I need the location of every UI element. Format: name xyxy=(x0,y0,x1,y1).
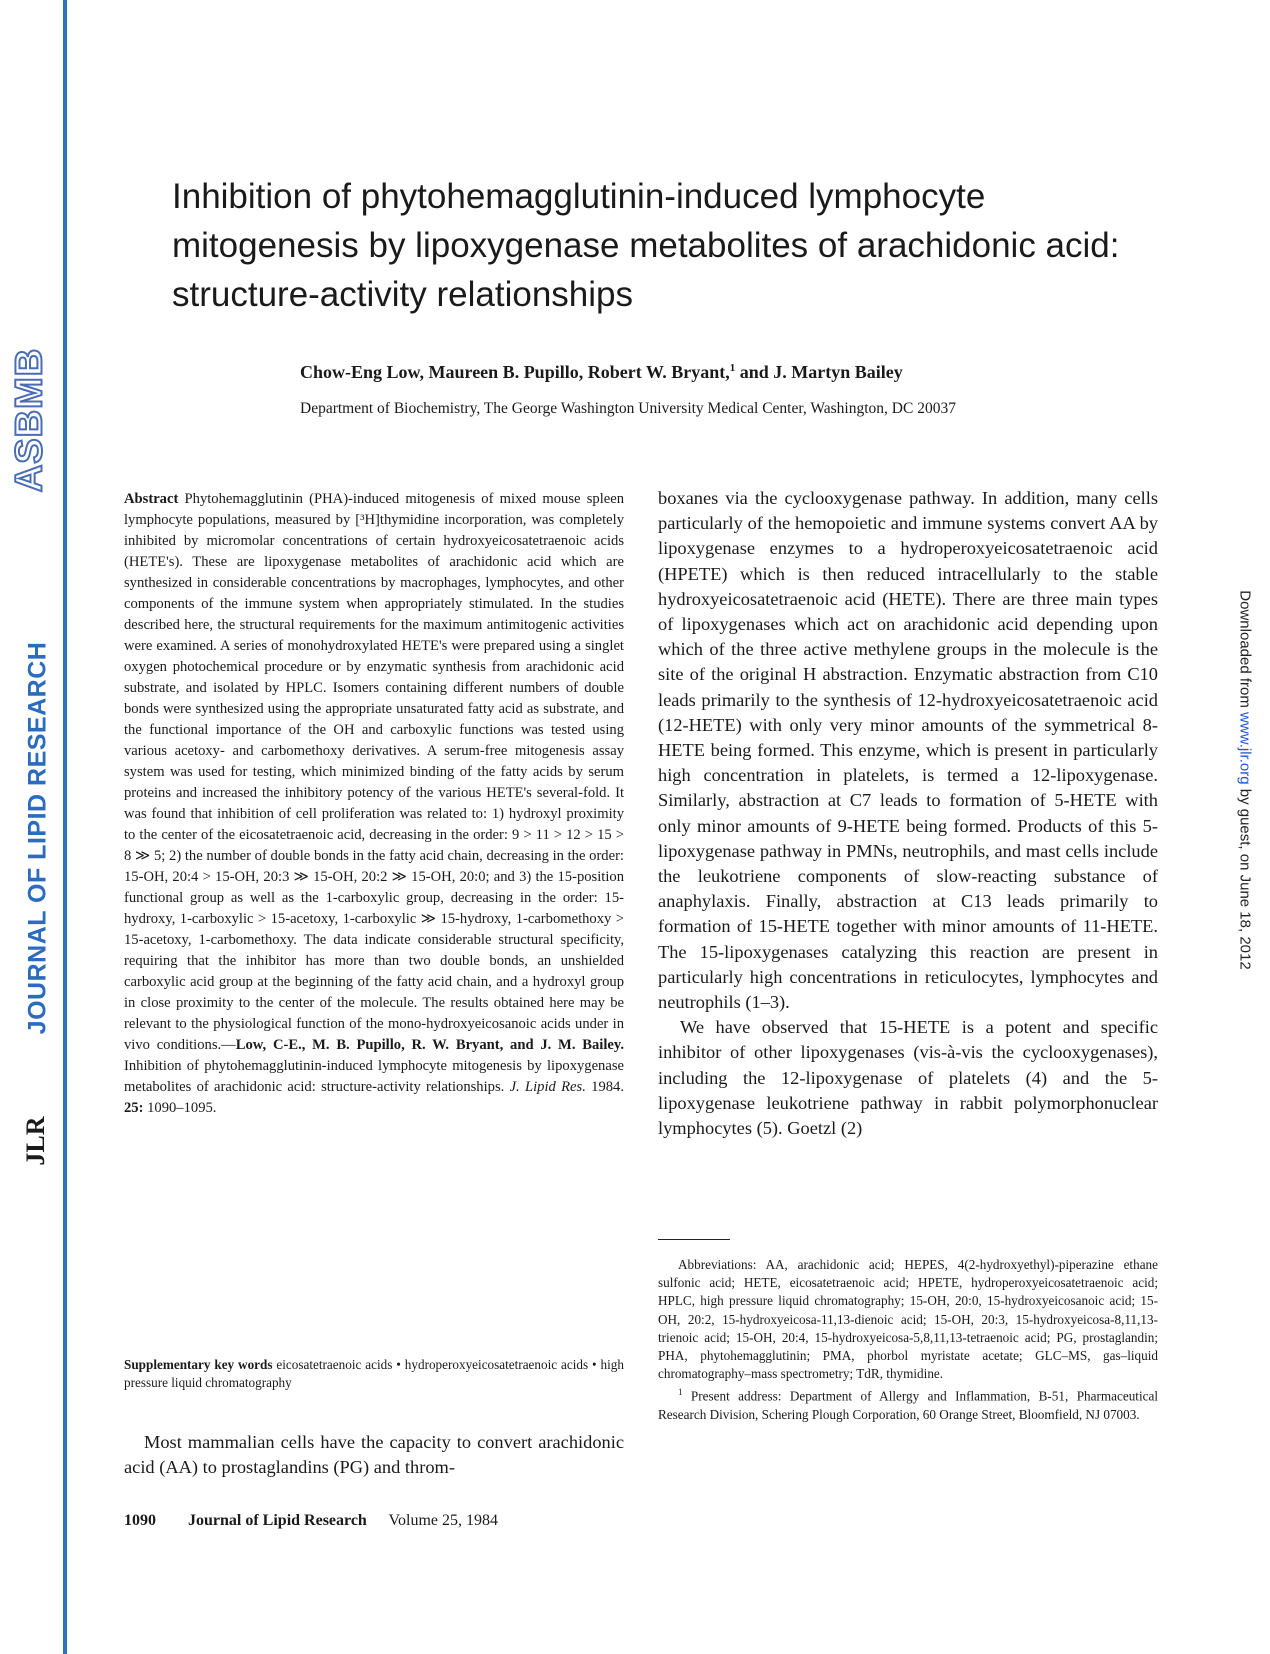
jlr-logo: JLR xyxy=(21,1116,50,1166)
body-paragraph-2: We have observed that 15-HETE is a potent and specific inhibitor of other lipoxygenases (vis-à-vis the cyclooxygenases), including the 12-lipoxygenase of platelets (4) and the 5-lipoxygenase leukotriene pathway in rabbit polymorphonuclear lymphocytes (5). Goetzl (2) xyxy=(658,1017,1158,1139)
body-paragraph-1: boxanes via the cyclooxygenase pathway. In addition, many cells particularly of the hemopoietic and immune systems convert AA by lipoxygenase enzymes to a hydroperoxyeicosatetraenoic acid (HPETE) which is then reduced intracellularly to the stable hydroxyeicosatetraenoic acid (HETE). There are three main types of lipoxygenases which act on arachidonic acid depending upon which of the three active methylene groups in the molecule is the site of the original H abstraction. Enzymatic abstraction from C10 leads primarily to the synthesis of 12-hydroxyeicosatetraenoic acid (12-HETE) with only very minor amounts of the symmetrical 8-HETE being formed. This enzyme, which is present in particularly high concentration in platelets, is termed a 12-lipoxygenase. Similarly, abstraction at C7 leads to formation of 5-HETE with only minor amounts of 9-HETE being formed. Products of this 5-lipoxygenase pathway in PMNs, neutrophils, and mast cells include the leukotriene components of slow-reacting substance of anaphylaxis. Finally, abstraction at C13 leads primarily to formation of 15-HETE together with minor amounts of 11-HETE. The 15-lipoxygenases catalyzing this reaction are present in particularly high concentrations in reticulocytes, lymphocytes and neutrophils (1–3). xyxy=(658,488,1158,1013)
footnote-1-text: Present address: Department of Allergy and Inflammation, B-51, Pharmaceutical Research Division, Schering Plough Corporation, 60 Orange Street, Bloomfield, NJ 07003. xyxy=(658,1388,1158,1423)
journal-sidebar xyxy=(0,0,66,1654)
citation-journal: J. Lipid Res. xyxy=(509,1079,586,1095)
journal-name-vertical: JOURNAL OF LIPID RESEARCH xyxy=(23,641,52,1035)
abstract xyxy=(124,489,624,1119)
author-footnote-mark: 1 xyxy=(729,362,736,374)
body-right-column xyxy=(658,486,1158,1141)
download-notice xyxy=(1237,590,1254,969)
footer-journal: Journal of Lipid Research xyxy=(188,1512,367,1529)
footnote-1-mark: 1 xyxy=(678,1387,683,1398)
authors-main: Chow-Eng Low, Maureen B. Pupillo, Robert W. Bryant, xyxy=(300,362,730,382)
citation-volume: 25: xyxy=(124,1100,144,1116)
authors-tail: and J. Martyn Bailey xyxy=(735,362,903,382)
footnote-1 xyxy=(658,1383,1158,1424)
footnote-abbreviations: Abbreviations: AA, arachidonic acid; HEPES, 4(2-hydroxyethyl)-piperazine ethane sulfonic acid; HETE, eicosatetraenoic acid; HPETE, hydroperoxyeicosatetraenoic acid; HPLC, high pressure liquid chromatography; 15-OH, 20:0, 15-hydroxyeicosanoic acid; 15-OH, 20:2, 15-hydroxyeicosa-11,13-dienoic acid; 15-OH, 20:3, 15-hydroxyeicosa-8,11,13-trienoic acid; 15-OH, 20:4, 15-hydroxyeicosa-5,8,11,13-tetraenoic acid; PG, prostaglandin; PHA, phytohemagglutinin; PMA, phorbol myristate acetate; GLC–MS, gas–liquid chromatography–mass spectrometry; TdR, thymidine. xyxy=(658,1257,1158,1382)
download-suffix: by guest, on June 18, 2012 xyxy=(1236,784,1254,970)
citation-authors: Low, C-E., M. B. Pupillo, R. W. Bryant, and J. M. Bailey. xyxy=(235,1037,624,1053)
asbmb-logo: ASBMB xyxy=(8,347,51,493)
affiliation: Department of Biochemistry, The George Washington University Medical Center, Washington, DC 20037 xyxy=(300,400,956,417)
author-list xyxy=(300,362,903,383)
abstract-label: Abstract xyxy=(124,491,179,507)
abstract-text: Phytohemagglutinin (PHA)-induced mitogenesis of mixed mouse spleen lymphocyte populations, measured by [³H]thymidine incorporation, was completely inhibited by micromolar concentrations of certain hydroxyeicosatetraenoic acids (HETE's). These are lipoxygenase metabolites of arachidonic acid which are synthesized in considerable concentrations by macrophages, lymphocytes, and other components of the immune system when appropriately stimulated. In the studies described here, the structural requirements for the maximum antimitogenic activities were examined. A series of monohydroxylated HETE's were prepared using a singlet oxygen photochemical procedure or by enzymatic synthesis from arachidonic acid substrate, and isolated by HPLC. Isomers containing different numbers of double bonds were synthesized using the appropriate unsaturated fatty acid as substrate, and the functional importance of the OH and carboxylic functions was tested using various acetoxy- and carbomethoxy derivatives. A serum-free mitogenesis assay system was used for testing, which minimized binding of the fatty acids by serum proteins and increased the inhibitory potency of the various HETE's several-fold. It was found that inhibition of cell proliferation was related to: 1) hydroxyl proximity to the center of the eicosatetraenoic acid, decreasing in the order: 9 > 11 > 12 > 15 > 8 ≫ 5; 2) the number of double bonds in the fatty acid chain, decreasing in the order: 15-OH, 20:4 > 15-OH, 20:3 ≫ 15-OH, 20:2 ≫ 15-OH, 20:0; and 3) the 15-position functional group as well as the 1-carboxylic group, decreasing in the order: 15-hydroxy, 1-carboxylic > 15-acetoxy, 1-carboxylic ≫ 15-hydroxy, 1-carbomethoxy > 15-acetoxy, 1-carbomethoxy. The data indicate considerable structural specificity, requiring that the inhibitor has more than two double bonds, an unshielded carboxylic acid group at the beginning of the fatty acid chain, and a hydroxyl group in close proximity to the center of the molecule. The results obtained here may be relevant to the physiological function of the mono-hydroxyeicosanoic acids under in vivo conditions.— xyxy=(124,491,624,1053)
page-footer xyxy=(124,1512,498,1530)
sidebar-rule xyxy=(63,0,67,1654)
footer-volume: Volume 25, 1984 xyxy=(388,1512,499,1529)
article-title: Inhibition of phytohemagglutinin-induced lymphocyte mitogenesis by lipoxygenase metabolites of arachidonic acid: structure-activity relationships xyxy=(172,177,1120,314)
citation-pages: 1090–1095. xyxy=(143,1100,217,1116)
keywords-text: eicosatetraenoic acids • hydroperoxyeicosatetraenoic acids • high pressure liquid chromatography xyxy=(124,1357,624,1390)
key-words xyxy=(124,1356,624,1392)
download-link[interactable]: www.jlr.org xyxy=(1236,712,1254,785)
footnotes xyxy=(658,1256,1158,1424)
download-prefix: Downloaded from xyxy=(1236,590,1254,713)
citation-year: 1984. xyxy=(585,1079,624,1095)
citation-text: Inhibition of phytohemagglutinin-induced lymphocyte mitogenesis by lipoxygenase metabolites of arachidonic acid: structure-activity relationships. xyxy=(124,1058,624,1095)
footnote-divider xyxy=(658,1239,730,1240)
intro-paragraph: Most mammalian cells have the capacity to convert arachidonic acid (AA) to prostaglandins (PG) and throm- xyxy=(124,1432,624,1477)
page-number: 1090 xyxy=(124,1512,156,1529)
keywords-label: Supplementary key words xyxy=(124,1357,273,1372)
